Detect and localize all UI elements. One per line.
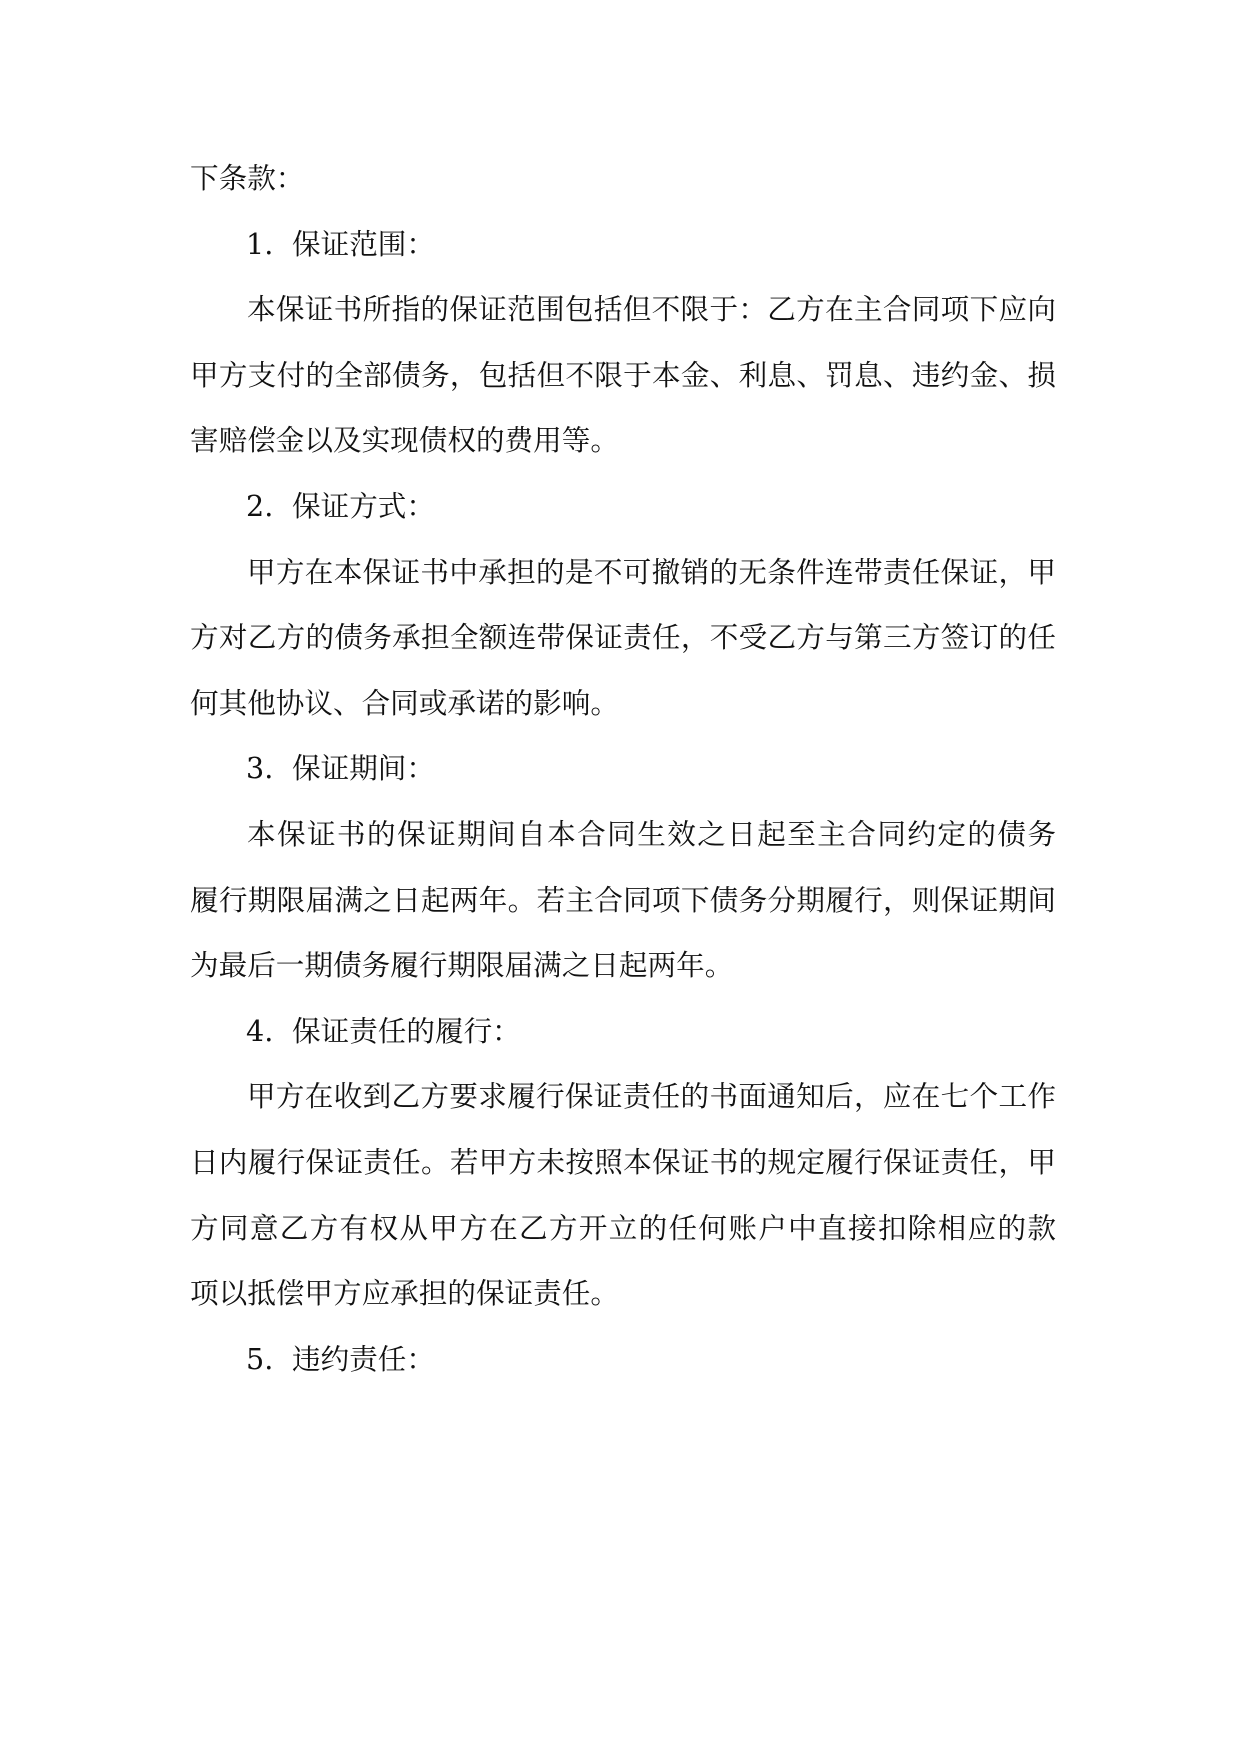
paragraph-line: 方对乙方的债务承担全额连带保证责任，不受乙方与第三方签订的任: [190, 620, 1056, 655]
section-number: 5.: [246, 1341, 274, 1376]
paragraph-line: 甲方支付的全部债务，包括但不限于本金、利息、罚息、违约金、损: [190, 357, 1056, 392]
paragraph-line: 何其他协议、合同或承诺的影响。: [190, 685, 619, 720]
paragraph-line: 害赔偿金以及实现债权的费用等。: [190, 423, 619, 458]
section-number: 2.: [246, 488, 274, 523]
section-heading-2: [190, 474, 1056, 540]
section-heading-1: [190, 212, 1056, 278]
document-body: [190, 146, 1056, 1392]
section-heading-5: [190, 1327, 1056, 1393]
section-title: 保证范围：: [292, 226, 435, 261]
intro-line: 下条款：: [190, 161, 305, 195]
section-heading-3: [190, 736, 1056, 802]
paragraph-line: 日内履行保证责任。若甲方未按照本保证书的规定履行保证责任，甲: [190, 1144, 1056, 1179]
section-heading-4: [190, 999, 1056, 1065]
paragraph-line: 为最后一期债务履行期限届满之日起两年。: [190, 948, 734, 983]
section-number: 4.: [246, 1013, 274, 1048]
paragraph-line: 甲方在收到乙方要求履行保证责任的书面通知后，应在七个工作: [247, 1079, 1056, 1114]
paragraph-line: 本保证书所指的保证范围包括但不限于：乙方在主合同项下应向: [247, 292, 1056, 327]
paragraph-line: 项以抵偿甲方应承担的保证责任。: [190, 1276, 619, 1311]
paragraph-line: 本保证书的保证期间自本合同生效之日起至主合同约定的债务: [247, 816, 1056, 851]
paragraph-line: 甲方在本保证书中承担的是不可撤销的无条件连带责任保证，甲: [247, 554, 1056, 589]
section-number: 1.: [246, 226, 274, 261]
section-number: 3.: [246, 751, 274, 786]
paragraph-line: 履行期限届满之日起两年。若主合同项下债务分期履行，则保证期间: [190, 882, 1056, 917]
section-title: 保证方式：: [292, 488, 435, 523]
section-title: 保证期间：: [292, 751, 435, 786]
section-title: 违约责任：: [292, 1341, 435, 1376]
paragraph-line: 方同意乙方有权从甲方在乙方开立的任何账户中直接扣除相应的款: [190, 1210, 1056, 1245]
section-title: 保证责任的履行：: [292, 1013, 521, 1048]
